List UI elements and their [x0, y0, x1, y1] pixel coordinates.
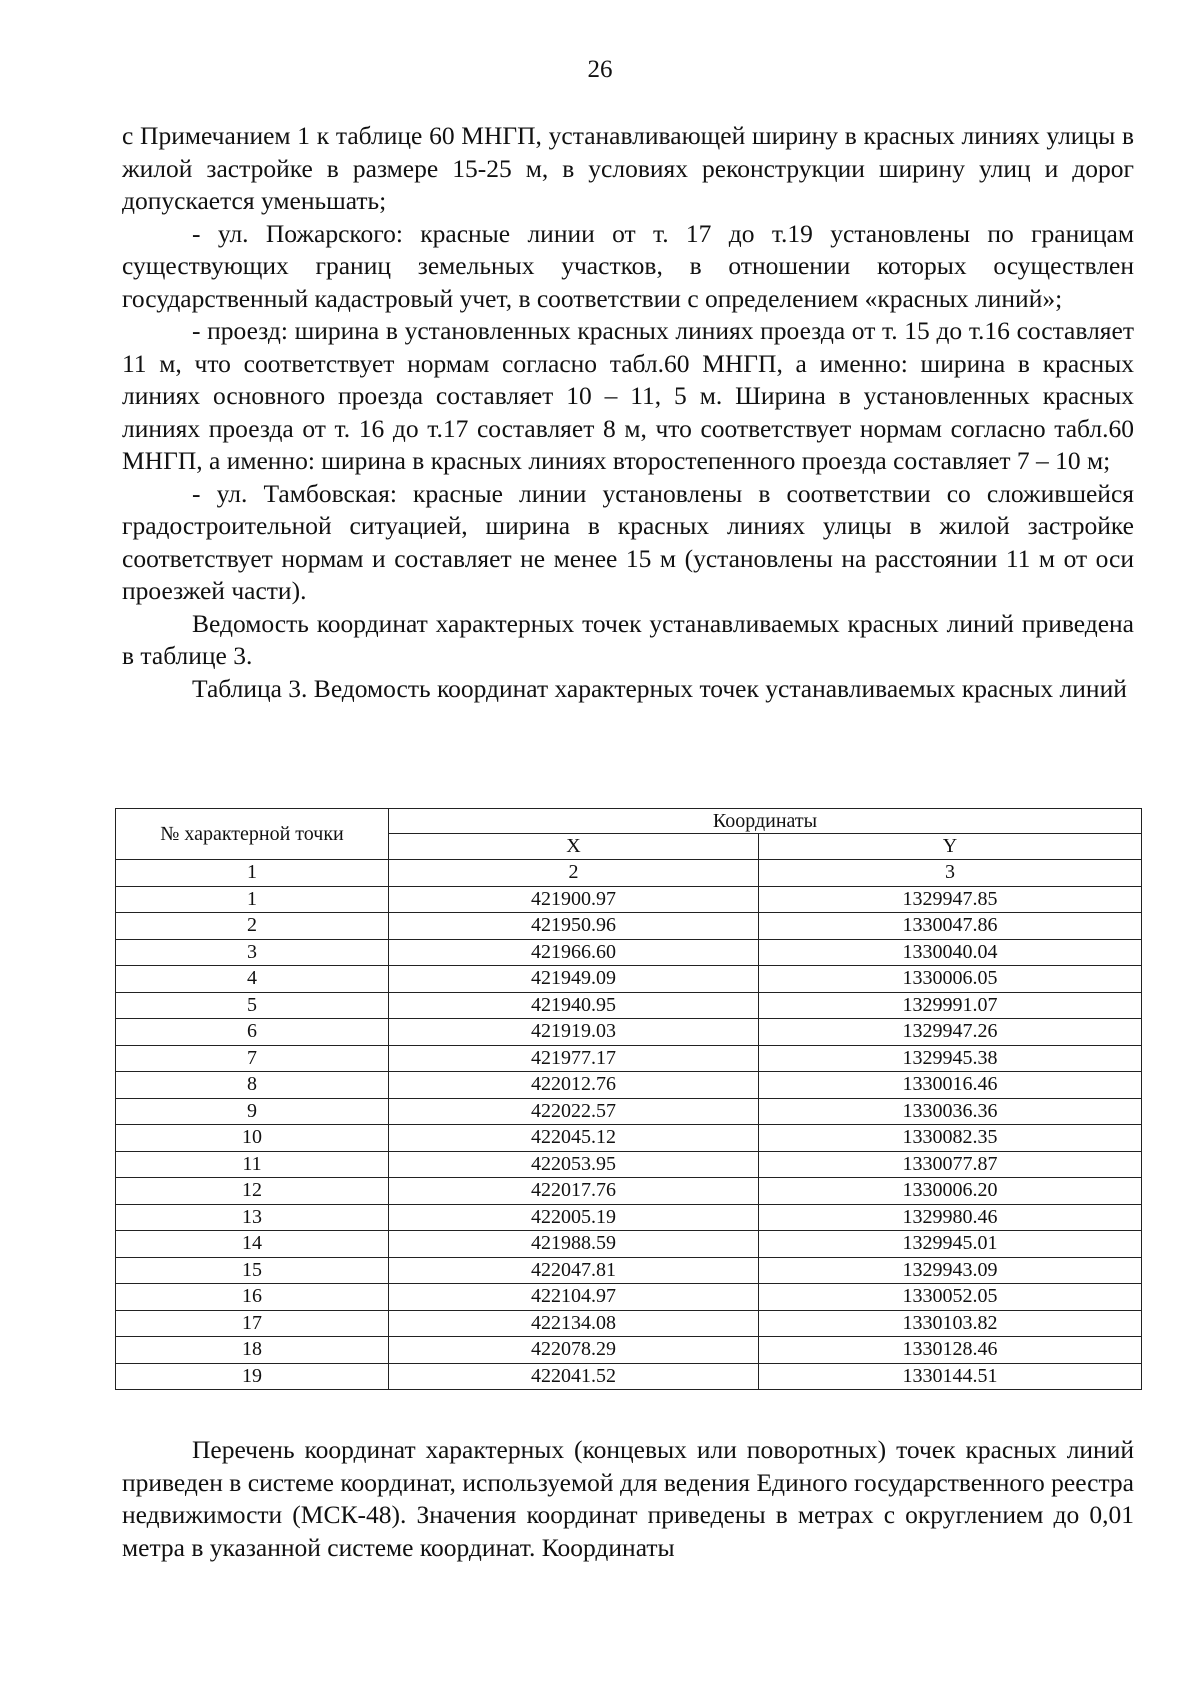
table-row [116, 1257, 1142, 1284]
cell-y: 1330006.20 [759, 1178, 1142, 1205]
table-row [116, 1019, 1142, 1046]
table-body [116, 886, 1142, 1390]
cell-x: 422005.19 [389, 1204, 759, 1231]
table-row [116, 939, 1142, 966]
header-point-number: № характерной точки [116, 809, 389, 860]
cell-y: 1330144.51 [759, 1363, 1142, 1390]
table-row [116, 1151, 1142, 1178]
coordinates-table [115, 808, 1142, 1390]
after-table-text [122, 1434, 1134, 1564]
cell-point-number: 4 [116, 966, 389, 993]
cell-x: 421940.95 [389, 992, 759, 1019]
cell-y: 1330047.86 [759, 913, 1142, 940]
table-row [116, 1284, 1142, 1311]
cell-x: 422012.76 [389, 1072, 759, 1099]
table-caption: Таблица 3. Ведомость координат характерных точек устанавливаемых красных линий [192, 673, 1127, 703]
cell-x: 422078.29 [389, 1337, 759, 1364]
cell-x: 422134.08 [389, 1310, 759, 1337]
cell-y: 1330036.36 [759, 1098, 1142, 1125]
table-row [116, 1045, 1142, 1072]
body-text [122, 120, 1134, 705]
cell-y: 1330082.35 [759, 1125, 1142, 1152]
cell-x: 421966.60 [389, 939, 759, 966]
cell-y: 1330128.46 [759, 1337, 1142, 1364]
cell-point-number: 5 [116, 992, 389, 1019]
cell-point-number: 11 [116, 1151, 389, 1178]
cell-y: 1329980.46 [759, 1204, 1142, 1231]
paragraph-intro: с Примечанием 1 к таблице 60 МНГП, устанавливающей ширину в красных линиях улицы в жилой застройке в размере 15-25 м, в условиях реконструкции ширину улиц и дорог допускается уменьшать; [122, 121, 1134, 215]
header-y: Y [759, 834, 1142, 860]
cell-point-number: 12 [116, 1178, 389, 1205]
cell-x: 422053.95 [389, 1151, 759, 1178]
coordinates-table-wrap [115, 808, 1142, 1390]
cell-point-number: 17 [116, 1310, 389, 1337]
cell-point-number: 15 [116, 1257, 389, 1284]
table-row [116, 1363, 1142, 1390]
header-x: X [389, 834, 759, 860]
column-number-3: 3 [759, 860, 1142, 887]
cell-y: 1329947.26 [759, 1019, 1142, 1046]
cell-x: 421919.03 [389, 1019, 759, 1046]
table-row [116, 1337, 1142, 1364]
table-row [116, 1178, 1142, 1205]
cell-x: 422047.81 [389, 1257, 759, 1284]
cell-y: 1330077.87 [759, 1151, 1142, 1178]
cell-point-number: 13 [116, 1204, 389, 1231]
table-row [116, 1072, 1142, 1099]
cell-x: 422104.97 [389, 1284, 759, 1311]
cell-point-number: 19 [116, 1363, 389, 1390]
cell-y: 1330006.05 [759, 966, 1142, 993]
cell-y: 1329947.85 [759, 886, 1142, 913]
header-coordinates: Координаты [389, 809, 1142, 834]
cell-x: 422017.76 [389, 1178, 759, 1205]
cell-x: 421977.17 [389, 1045, 759, 1072]
cell-point-number: 1 [116, 886, 389, 913]
cell-point-number: 9 [116, 1098, 389, 1125]
column-number-1: 1 [116, 860, 389, 887]
cell-y: 1329943.09 [759, 1257, 1142, 1284]
cell-x: 421900.97 [389, 886, 759, 913]
cell-point-number: 18 [116, 1337, 389, 1364]
cell-x: 422041.52 [389, 1363, 759, 1390]
table-row [116, 913, 1142, 940]
paragraph-vedomost: Ведомость координат характерных точек устанавливаемых красных линий приведена в таблице 3. [122, 608, 1134, 670]
table-row [116, 1125, 1142, 1152]
cell-y: 1330040.04 [759, 939, 1142, 966]
table-row [116, 966, 1142, 993]
cell-x: 422022.57 [389, 1098, 759, 1125]
column-number-2: 2 [389, 860, 759, 887]
cell-y: 1329945.38 [759, 1045, 1142, 1072]
cell-point-number: 8 [116, 1072, 389, 1099]
cell-point-number: 3 [116, 939, 389, 966]
table-row [116, 886, 1142, 913]
cell-y: 1330016.46 [759, 1072, 1142, 1099]
cell-y: 1329991.07 [759, 992, 1142, 1019]
cell-x: 421950.96 [389, 913, 759, 940]
table-row [116, 1204, 1142, 1231]
cell-point-number: 16 [116, 1284, 389, 1311]
cell-y: 1329945.01 [759, 1231, 1142, 1258]
cell-point-number: 14 [116, 1231, 389, 1258]
paragraph-tambovskaya: - ул. Тамбовская: красные линии установлены в соответствии со сложившейся градостроительной ситуацией, ширина в красных линиях улицы в жилой застройке соответствует нормам и составляет не менее 15 м (установлены на расстоянии 11 м от оси проезжей части). [122, 478, 1134, 605]
cell-point-number: 7 [116, 1045, 389, 1072]
table-row [116, 1231, 1142, 1258]
paragraph-pozharskogo: - ул. Пожарского: красные линии от т. 17 до т.19 установлены по границам существующих границ земельных участков, в отношении которых осуществлен государственный кадастровый учет, в соответствии с определением «красных линий»; [122, 218, 1134, 313]
cell-x: 421949.09 [389, 966, 759, 993]
table-row [116, 992, 1142, 1019]
table-row [116, 1310, 1142, 1337]
cell-y: 1330103.82 [759, 1310, 1142, 1337]
cell-x: 421988.59 [389, 1231, 759, 1258]
paragraph-perechen: Перечень координат характерных (концевых или поворотных) точек красных линий приведен в системе координат, используемой для ведения Единого государственного реестра недвижимости (МСК-48). Значения координат приведены в метрах с округлением до 0,01 метра в указанной системе координат. Координаты [122, 1435, 1134, 1562]
cell-point-number: 2 [116, 913, 389, 940]
paragraph-proezd: - проезд: ширина в установленных красных линиях проезда от т. 15 до т.16 составляет 11 м, что соответствует нормам согласно табл.60 МНГП, а именно: ширина в красных линиях основного проезда составляет 10 – 11, 5 м. Ширина в установленных красных линиях проезда от т. 16 до т.17 составляет 8 м, что соответствует нормам согласно табл.60 МНГП, а именно: ширина в красных линиях второстепенного проезда составляет 7 – 10 м; [122, 316, 1134, 475]
page-number: 26 [587, 56, 613, 83]
cell-point-number: 6 [116, 1019, 389, 1046]
cell-point-number: 10 [116, 1125, 389, 1152]
cell-x: 422045.12 [389, 1125, 759, 1152]
cell-y: 1330052.05 [759, 1284, 1142, 1311]
table-row [116, 1098, 1142, 1125]
